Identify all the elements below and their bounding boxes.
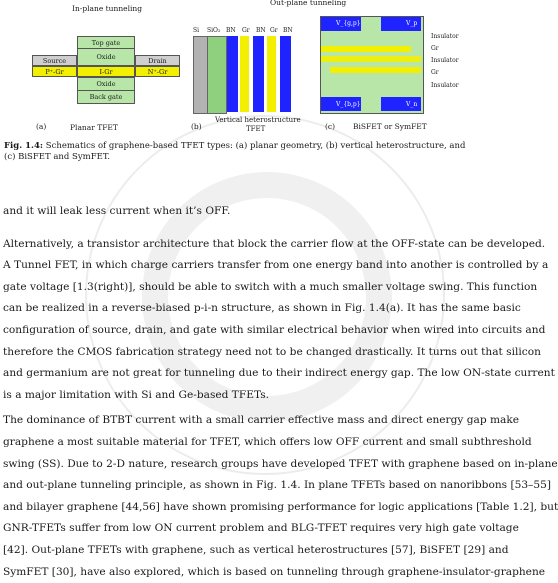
text-line: A Tunnel FET, in which charge carriers transfer from one energy band into another is controlled by a: [3, 255, 473, 277]
text-line: [42]. Out-plane TFETs with graphene, such as vertical heterostructures [57], BiSFET [29] and: [3, 540, 473, 562]
layer-label-bn: BN: [283, 27, 293, 34]
bottom-oxide: Oxide: [77, 77, 135, 91]
body-text: [3, 201, 473, 583]
text-line: graphene a most suitable material for TFET, which offers low OFF current and small subthreshold: [3, 432, 473, 454]
insulator-label: Insulator: [431, 57, 459, 64]
text-line: is a major limitation with Si and Ge-based TFETs.: [3, 385, 473, 407]
bn-layer: [280, 36, 291, 112]
graphene-top: [321, 46, 411, 52]
gr-label: Gr: [431, 45, 439, 52]
panel-a-letter: (a): [36, 122, 46, 131]
panel-b-title: Out-plane tunneling: [270, 0, 346, 6]
graphene-bottom: [330, 67, 421, 73]
layer-label-sio2: SiO₂: [207, 27, 220, 34]
layer-label-gr: Gr: [270, 27, 278, 34]
drain-contact: Drain: [135, 55, 180, 66]
text-line: and out-plane tunneling principle, as shown in Fig. 1.4. In plane TFETs based on nanoribbons [53–55]: [3, 475, 473, 497]
bn-layer: [253, 36, 264, 112]
text-line: The dominance of BTBT current with a small carrier effective mass and direct energy gap make: [3, 410, 473, 432]
figure-caption: [4, 141, 474, 163]
text-line: SymFET [30], have also explored, which is based on tunneling through graphene-insulator-graphene: [3, 562, 473, 583]
v-bottom-left-label: V_{b,p}: [336, 101, 361, 108]
intrinsic-graphene: I-Gr: [77, 66, 135, 77]
paragraph-gap: [3, 223, 473, 234]
layer-label-gr: Gr: [242, 27, 250, 34]
text-line: Alternatively, a transistor architecture that block the carrier flow at the OFF-state can be developed.: [3, 234, 473, 256]
si-layer: [193, 36, 208, 114]
text-line: swing (SS). Due to 2-D nature, research groups have developed TFET with graphene based on in-plane: [3, 454, 473, 476]
figure-caption-text: Schematics of graphene-based TFET types: (a) planar geometry, (b) vertical heterostructure, and: [43, 141, 465, 151]
v-top-left-label: V_{g,p}: [336, 20, 361, 27]
insulator-label: Insulator: [431, 82, 459, 89]
sio2-layer: [207, 36, 227, 114]
v-bottom-right-label: V_n: [406, 101, 417, 108]
panel-c-letter: (c): [325, 122, 335, 131]
insulator-label: Insulator: [431, 33, 459, 40]
v-top-right-label: V_p: [406, 20, 417, 27]
panel-a-caption: Planar TFET: [70, 123, 118, 132]
panel-c-caption: BiSFET or SymFET: [353, 122, 427, 131]
text-line: can be realized in a reverse-biased p-i-n structure, as shown in Fig. 1.4(a). It has the same basic: [3, 298, 473, 320]
n-graphene: N⁺-Gr: [135, 66, 180, 77]
text-line: GNR-TFETs suffer from low ON current problem and BLG-TFET requires very high gate voltage: [3, 518, 473, 540]
layer-label-bn: BN: [256, 27, 266, 34]
p-graphene: P⁺-Gr: [32, 66, 77, 77]
panel-b-caption-2: TFET: [246, 126, 265, 133]
layer-label-si: Si: [193, 27, 199, 34]
gr-layer: [240, 36, 249, 112]
text-line: and bilayer graphene [44,56] have shown promising performance for logic applications [Table 1.2], but: [3, 497, 473, 519]
layer-label-bn: BN: [226, 27, 236, 34]
text-line: configuration of source, drain, and gate with similar electrical behavior when wired into circuits and: [3, 320, 473, 342]
top-gate: Top gate: [77, 36, 135, 49]
text-line: and germanium are not great for tunneling due to their indirect energy gap. The low ON-state current: [3, 363, 473, 385]
gr-label: Gr: [431, 69, 439, 76]
panel-b-letter: (b): [191, 122, 202, 131]
graphene-middle: [321, 56, 421, 62]
top-oxide: Oxide: [77, 49, 135, 66]
panel-a-title: In-plane tunneling: [72, 5, 142, 12]
gr-layer: [267, 36, 276, 112]
bn-layer: [227, 36, 238, 112]
figure-caption-line2: (c) BiSFET and SymFET.: [4, 152, 474, 163]
panel-b-caption-1: Vertical heterostructure: [215, 117, 301, 124]
figure-caption-prefix: Fig. 1.4:: [4, 141, 43, 151]
source-contact: Source: [32, 55, 77, 66]
text-line: gate voltage [1.3(right)], should be able to switch with a much smaller voltage swing. This function: [3, 277, 473, 299]
text-line: and it will leak less current when it’s OFF.: [3, 201, 473, 223]
back-gate: Back gate: [77, 91, 135, 104]
text-line: therefore the CMOS fabrication strategy need not to be changed drastically. It turns out that silicon: [3, 342, 473, 364]
